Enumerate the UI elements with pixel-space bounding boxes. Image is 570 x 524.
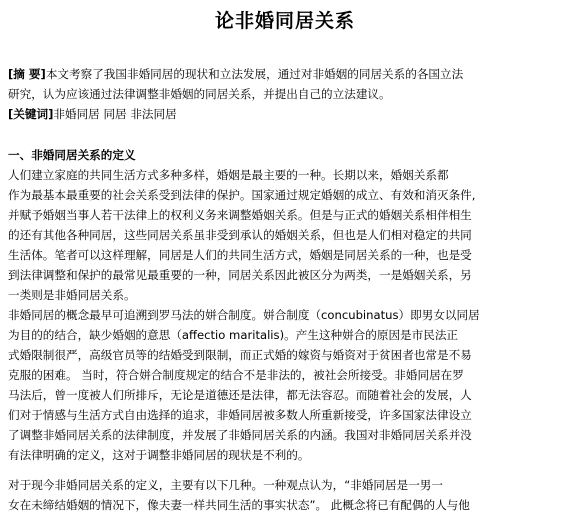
paragraph-line: 生活体。笔者可以这样理解，同居是人们的共同生活方式，婚姻是同居关系的一种，也是受 (8, 248, 472, 262)
abstract-label: [摘 要] (8, 67, 46, 81)
keywords-line (8, 104, 177, 124)
keywords-text: 非婚同居 同居 非法同居 (53, 107, 177, 121)
paragraph-line: 式婚限制很严，高级官员等的结婚受到限制，而正式婚的嫁资与婚资对于贫困者也常是不易 (8, 348, 472, 362)
paragraph-line: 们对于情感与生活方式自由选择的追求，非婚同居被多数人所重新接受，许多国家法律设立 (8, 408, 472, 422)
section-heading: 一、非婚同居关系的定义 (8, 148, 136, 162)
abstract-text-1: 本文考察了我国非婚同居的现状和立法发展，通过对非婚姻的同居关系的各国立法 (45, 67, 464, 81)
paragraph-line: 作为最基本最重要的社会关系受到法律的保护。国家通过规定婚姻的成立、有效和消灭条件, (8, 188, 476, 202)
paragraph-line: 的还有其他各种同居，这些同居关系虽非受到承认的婚姻关系，但也是人们相对稳定的共同 (8, 228, 472, 242)
paragraph-line: 人们建立家庭的共同生活方式多种多样，婚姻是最主要的一种。长期以来，婚姻关系都 (8, 168, 449, 182)
paragraph-line: 克服的困难。 当时，符合姘合制度规定的结合不是非法的，被社会所接受。非婚同居在罗 (8, 368, 464, 382)
document-title: 论非婚同居关系 (214, 10, 355, 32)
paragraph-line: 一类则是非婚同居关系。 (8, 288, 136, 302)
paragraph-line: 并赋予婚姻当事人若干法律上的权利义务来调整婚姻关系。但是与正式的婚姻关系相伴相生 (8, 208, 472, 222)
paragraph-line: 女在未缔结婚姻的情况下，像夫妻一样共同生活的事实状态”。 此概念将已有配偶的人与他 (8, 498, 470, 512)
paragraph-line: 非婚同居的概念最早可追溯到罗马法的姘合制度。姘合制度（concubinatus）即男女以同居 (8, 308, 480, 322)
paragraph-line: 为目的的结合，缺少婚姻的意思（affectio maritalis)。产生这种姘合的原因是市民法正 (8, 328, 459, 342)
paragraph-line: 到法律调整和保护的最常见最重要的一种，同居关系因此被区分为两类，一是婚姻关系，另 (8, 268, 472, 282)
keywords-label: [关键词] (8, 107, 54, 121)
paragraph-line: 有法律明确的定义，这对于调整非婚同居的现状是不利的。 (8, 448, 310, 462)
paragraph-line: 了调整非婚同居关系的法律制度，并发展了非婚同居关系的内涵。我国对非婚同居关系并没 (8, 428, 472, 442)
abstract-text-2: 研究，认为应该通过法律调整非婚姻的同居关系，并提出自己的立法建议。 (8, 87, 391, 101)
paragraph-line: 马法后，曾一度被人们所排斥，无论是道德还是法律，都无法容忍。而随着社会的发展，人 (8, 388, 472, 402)
abstract-line-1 (8, 64, 463, 84)
paragraph-line: 对于现今非婚同居关系的定义，主要有以下几种。一种观点认为，“非婚同居是一男一 (8, 478, 443, 492)
